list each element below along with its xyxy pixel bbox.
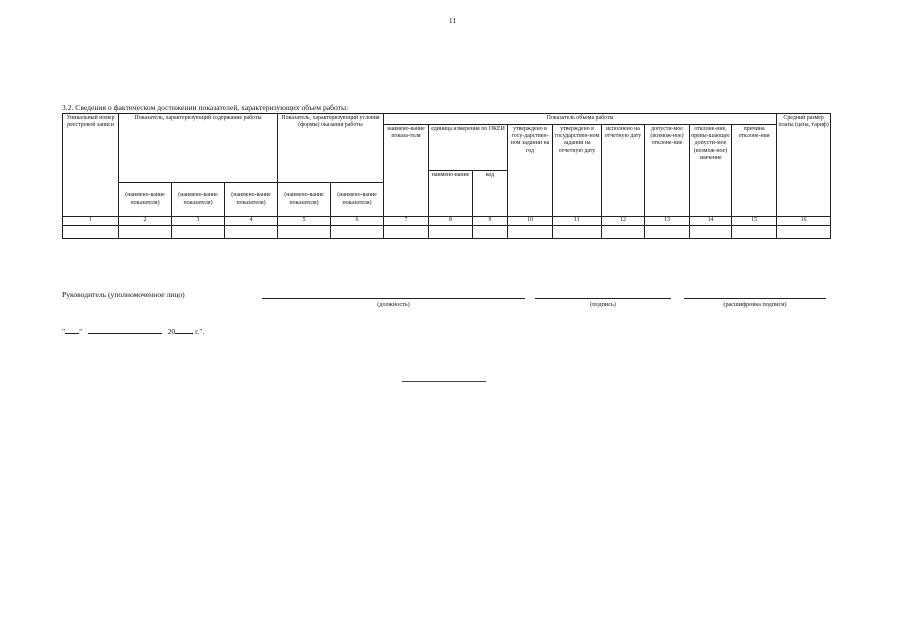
year-prefix: 20 bbox=[167, 327, 176, 336]
table-cell[interactable] bbox=[602, 226, 645, 239]
signature-decode-caption: (расшифровка подписи) bbox=[723, 301, 787, 308]
header-allowed-deviation: допусти-мое (возмож-ное) отклоне-ние bbox=[645, 125, 690, 217]
column-number: 16 bbox=[777, 217, 831, 226]
header-content-indicator: Показатель, характеризующий содержание работы bbox=[119, 114, 278, 183]
header-avg-fee: Средний размер платы (цена, тариф) bbox=[777, 114, 831, 217]
table-cell[interactable] bbox=[119, 226, 172, 239]
signature-field[interactable] bbox=[535, 298, 671, 299]
header-unit-okei: единица измерения по ОКЕИ bbox=[429, 125, 508, 171]
header-approved-year: утверждено в госу-дарствен-ном задании на год bbox=[508, 125, 553, 217]
column-number: 14 bbox=[690, 217, 732, 226]
column-number: 4 bbox=[225, 217, 278, 226]
table-cell[interactable] bbox=[172, 226, 225, 239]
header-conditions-indicator: Показатель, характеризующий условия (формы) оказания работы bbox=[278, 114, 384, 183]
table-cell[interactable] bbox=[225, 226, 278, 239]
table-cell[interactable] bbox=[63, 226, 119, 239]
position-caption: (должность) bbox=[377, 301, 410, 308]
subheader-conditions-2: (наимено-вание показателя) bbox=[331, 183, 384, 217]
section-title: 3.2. Сведения о фактическом достижении показателей, характеризующих объем работы: bbox=[62, 103, 349, 112]
day-field[interactable] bbox=[65, 326, 79, 334]
header-unit-code: код bbox=[473, 171, 508, 217]
header-deviation-reason: причина отклоне-ния bbox=[732, 125, 777, 217]
table-cell[interactable] bbox=[429, 226, 473, 239]
signatory-label: Руководитель (уполномоченное лицо) bbox=[62, 290, 185, 299]
column-number: 6 bbox=[331, 217, 384, 226]
table-cell[interactable] bbox=[645, 226, 690, 239]
date-open-quote: " bbox=[62, 327, 66, 336]
signature-caption: (подпись) bbox=[590, 301, 616, 308]
subheader-content-1: (наимено-вание показателя) bbox=[119, 183, 172, 217]
year-field[interactable] bbox=[175, 326, 193, 334]
header-unit-name: наимено-вание bbox=[429, 171, 473, 217]
page-number: 11 bbox=[448, 16, 457, 25]
header-indicator-name: наимено-вание показа-теля bbox=[384, 125, 429, 217]
column-number: 1 bbox=[63, 217, 119, 226]
volume-indicators-table bbox=[62, 113, 831, 239]
table-row bbox=[63, 226, 831, 239]
table-cell[interactable] bbox=[278, 226, 331, 239]
table-cell[interactable] bbox=[331, 226, 384, 239]
column-number: 2 bbox=[119, 217, 172, 226]
footnote-divider bbox=[402, 381, 486, 382]
table-cell[interactable] bbox=[384, 226, 429, 239]
column-number: 11 bbox=[553, 217, 602, 226]
column-number: 9 bbox=[473, 217, 508, 226]
column-number: 10 bbox=[508, 217, 553, 226]
subheader-conditions-1: (наимено-вание показателя) bbox=[278, 183, 331, 217]
subheader-content-3: (наимено-вание показателя) bbox=[225, 183, 278, 217]
month-field[interactable] bbox=[88, 326, 162, 334]
table-cell[interactable] bbox=[508, 226, 553, 239]
column-number: 3 bbox=[172, 217, 225, 226]
column-number: 8 bbox=[429, 217, 473, 226]
position-field[interactable] bbox=[262, 298, 525, 299]
date-close-quote: " bbox=[79, 327, 83, 336]
header-exceeding-deviation: отклоне-ние, превы-шающее допусти-мое (возмож-ное) значение bbox=[690, 125, 732, 217]
header-approved-report-date: утверждено в государствен-ном задании на отчетную дату bbox=[553, 125, 602, 217]
table-cell[interactable] bbox=[473, 226, 508, 239]
table-cell[interactable] bbox=[732, 226, 777, 239]
table-cell[interactable] bbox=[777, 226, 831, 239]
header-executed-report-date: исполнено на отчетную дату bbox=[602, 125, 645, 217]
table-cell[interactable] bbox=[553, 226, 602, 239]
column-number: 5 bbox=[278, 217, 331, 226]
column-number: 15 bbox=[732, 217, 777, 226]
year-suffix: г.". bbox=[195, 327, 205, 336]
signature-decode-field[interactable] bbox=[684, 298, 826, 299]
header-registry-number: Уникальный номер реестровой записи bbox=[63, 114, 119, 217]
header-volume-indicator: Показатель объема работы bbox=[384, 114, 777, 125]
column-number: 7 bbox=[384, 217, 429, 226]
column-number: 13 bbox=[645, 217, 690, 226]
table-cell[interactable] bbox=[690, 226, 732, 239]
subheader-content-2: (наимено-вание показателя) bbox=[172, 183, 225, 217]
date-line bbox=[62, 326, 204, 336]
column-number: 12 bbox=[602, 217, 645, 226]
